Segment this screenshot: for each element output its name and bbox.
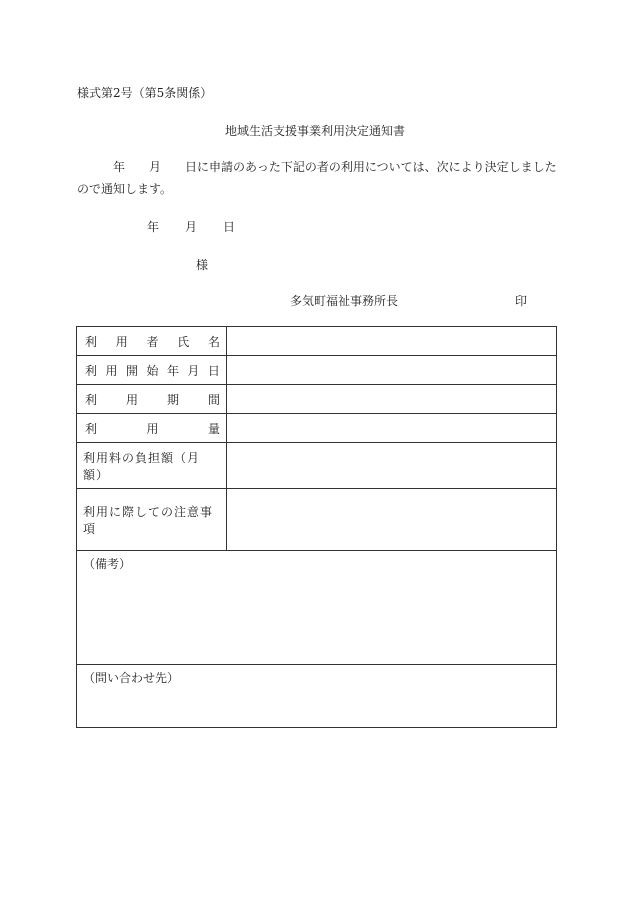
contact-label: （問い合わせ先） [83, 671, 180, 685]
label-usage-amount [77, 414, 227, 443]
table-row [77, 414, 557, 443]
label-char: 用 [115, 334, 128, 349]
label-char: 日 [207, 363, 220, 378]
label-char: 年 [166, 363, 179, 378]
value-user-name[interactable] [227, 327, 557, 356]
addressee-suffix: 様 [196, 258, 209, 272]
label-char: 利 [85, 421, 98, 436]
remarks-row [77, 551, 557, 665]
value-start-date[interactable] [227, 356, 557, 385]
label-text: 利用に際しての注意事項 [83, 504, 214, 536]
label-char: 利 [85, 363, 98, 378]
value-usage-period[interactable] [227, 385, 557, 414]
label-char: 量 [207, 421, 220, 436]
label-char: 期 [166, 392, 179, 407]
label-char: 氏 [177, 334, 190, 349]
table-row [77, 356, 557, 385]
label-char: 用 [125, 392, 138, 407]
label-usage-notes [77, 489, 227, 551]
value-usage-notes[interactable] [227, 489, 557, 551]
table-row [77, 327, 557, 356]
body-text-line-2: ので通知します。 [77, 182, 173, 196]
label-char: 者 [146, 334, 159, 349]
remarks-label: （備考） [83, 557, 132, 571]
label-start-date [77, 356, 227, 385]
table-row [77, 489, 557, 551]
label-char: 用 [146, 421, 159, 436]
contact-field[interactable] [77, 665, 557, 728]
label-monthly-fee [77, 443, 227, 489]
issuer-name: 多気町福祉事務所長 [290, 294, 399, 308]
label-char: 月 [187, 363, 200, 378]
date-month-label: 月 [185, 220, 198, 234]
seal-mark: 印 [515, 294, 528, 308]
notification-details-table [76, 326, 557, 728]
contact-row [77, 665, 557, 728]
label-usage-period [77, 385, 227, 414]
label-char: 始 [146, 363, 159, 378]
table-row [77, 443, 557, 489]
document-title: 地域生活支援事業利用決定通知書 [224, 124, 405, 138]
label-char: 利 [85, 392, 98, 407]
table-row [77, 385, 557, 414]
value-monthly-fee[interactable] [227, 443, 557, 489]
date-year-label: 年 [147, 220, 160, 234]
label-char: 用 [105, 363, 118, 378]
form-number: 様式第2号（第5条関係） [77, 86, 213, 100]
label-char: 開 [125, 363, 138, 378]
remarks-field[interactable] [77, 551, 557, 665]
issue-date [147, 218, 235, 235]
body-text-line-1: 年 月 日に申請のあった下記の者の利用については、次により決定しました [77, 160, 557, 174]
date-day-label: 日 [223, 220, 236, 234]
label-char: 名 [207, 334, 220, 349]
label-char: 利 [85, 334, 98, 349]
label-user-name [77, 327, 227, 356]
label-text: 利用料の負担額（月額） [83, 450, 201, 482]
label-char: 間 [207, 392, 220, 407]
value-usage-amount[interactable] [227, 414, 557, 443]
